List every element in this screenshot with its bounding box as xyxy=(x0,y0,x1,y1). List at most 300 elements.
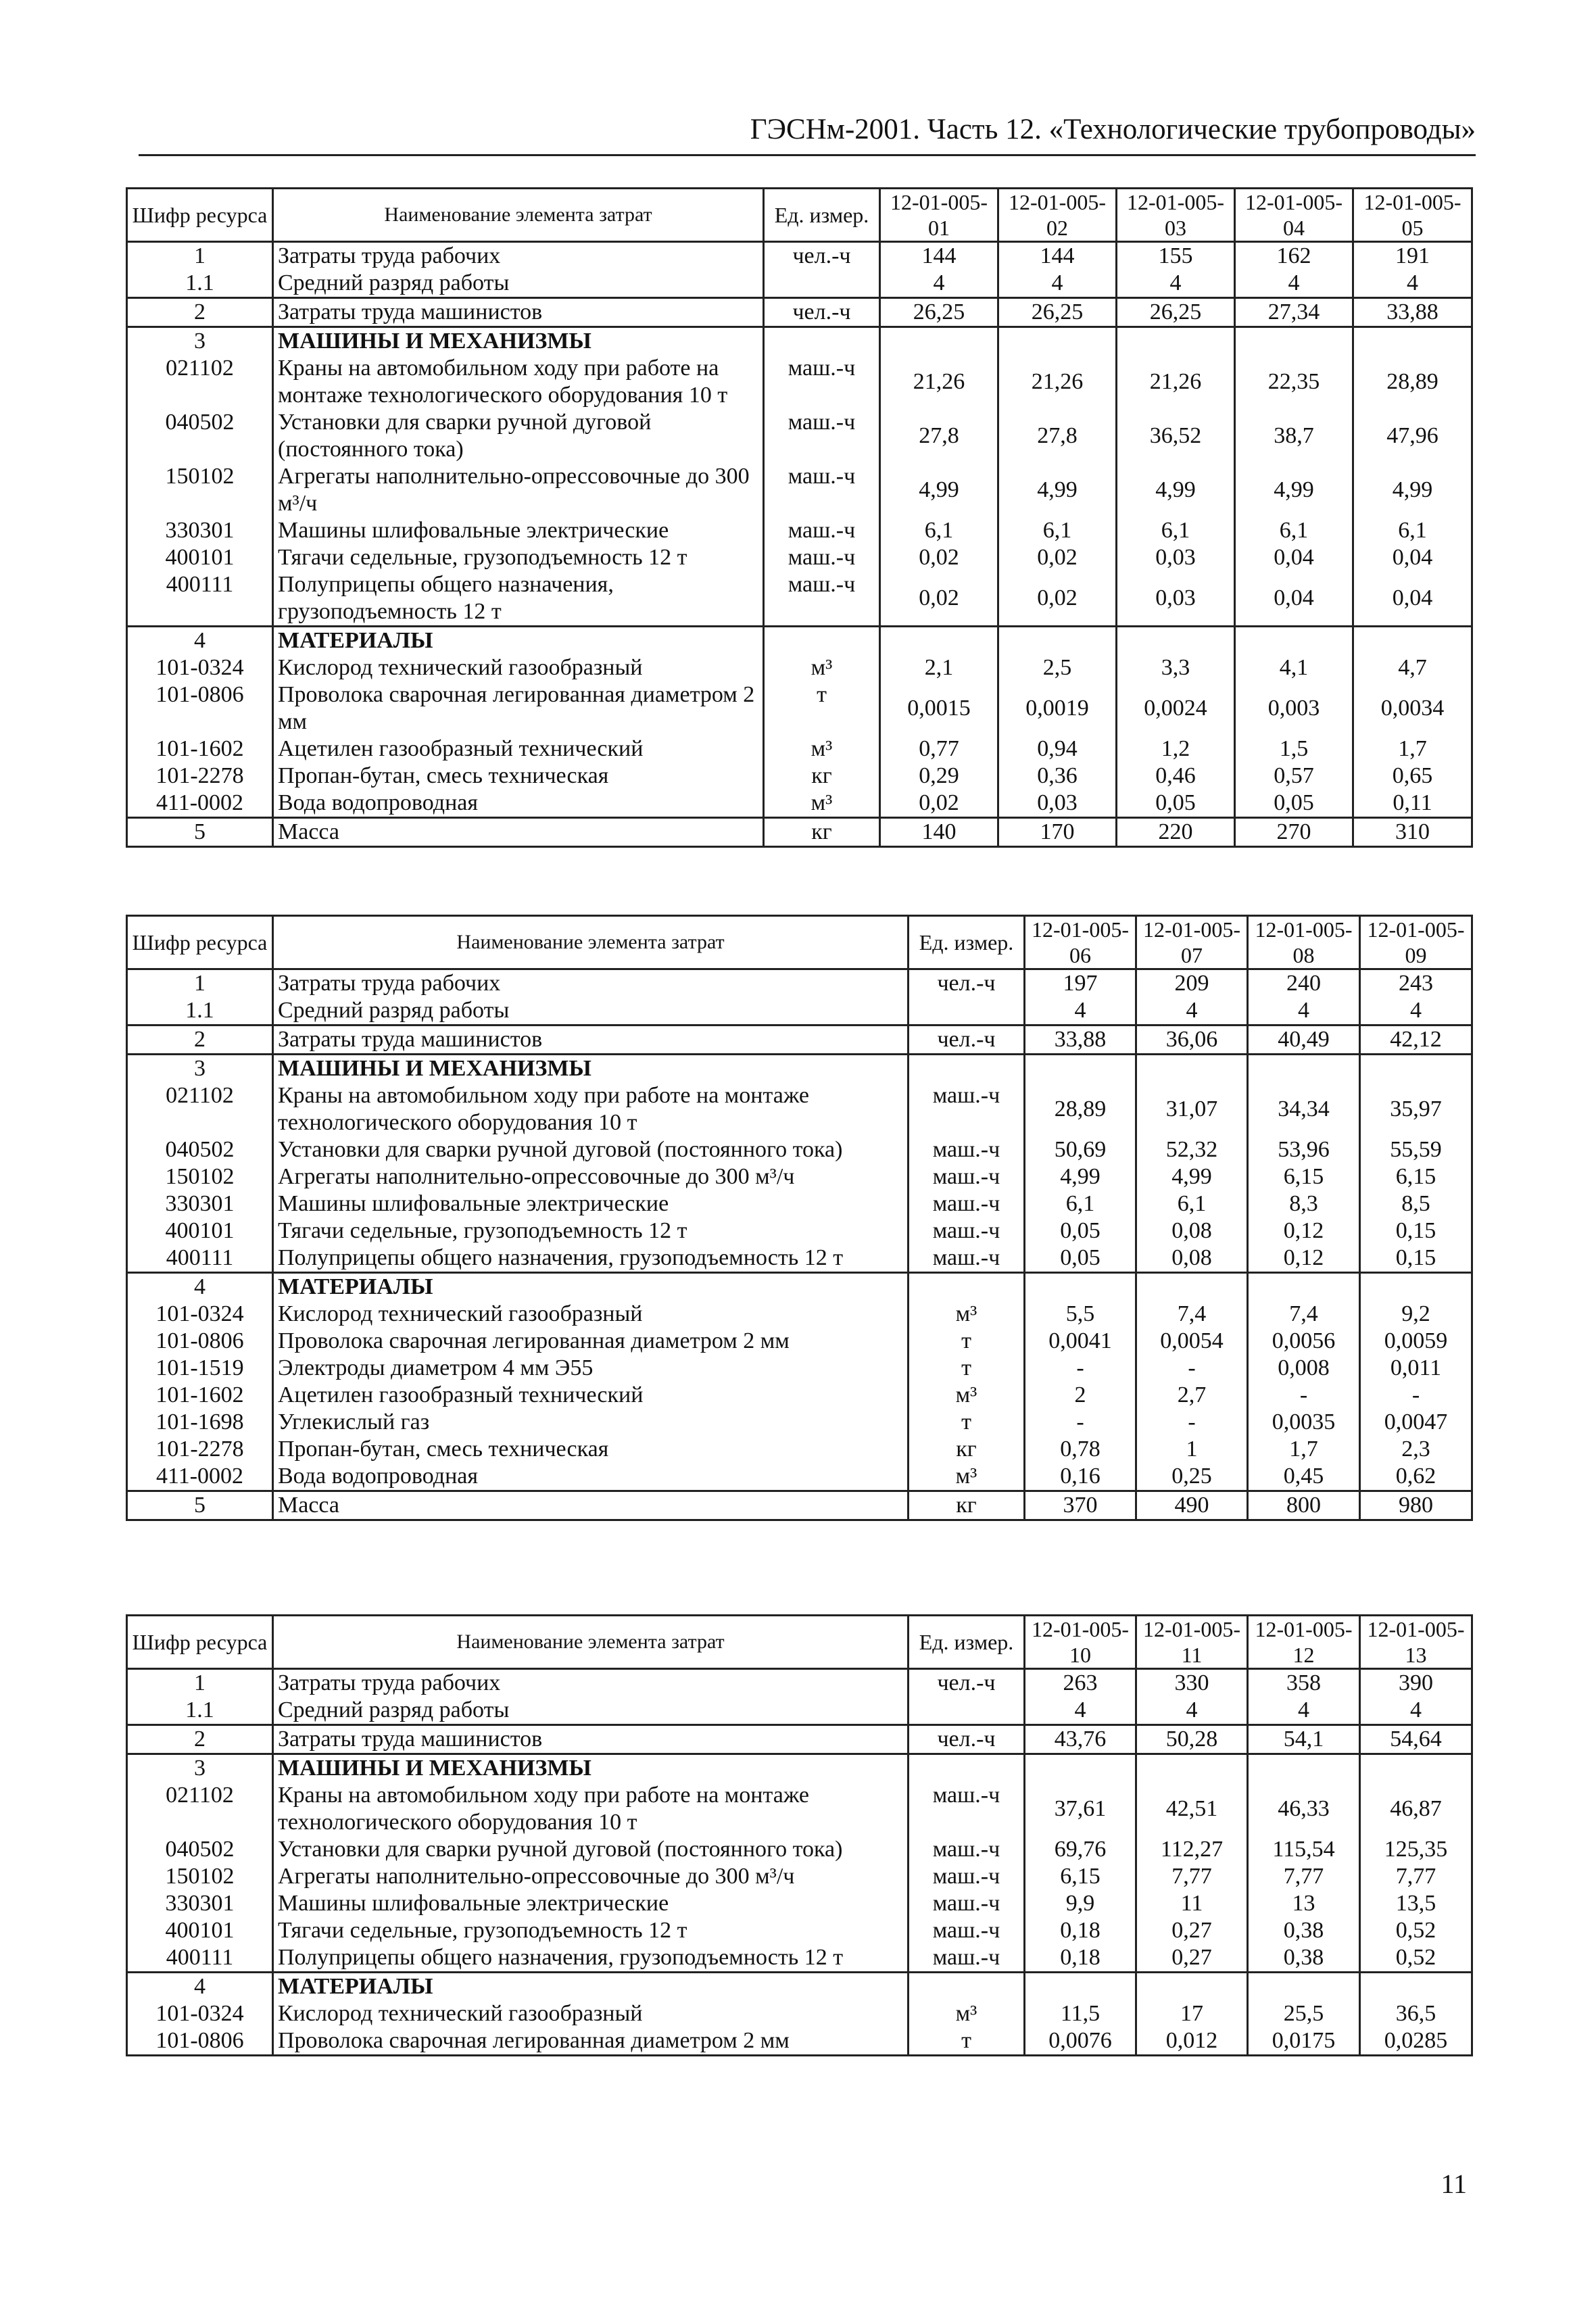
value-cell: 191 xyxy=(1353,242,1472,270)
header-norm-code: 12-01-005-11 xyxy=(1136,1616,1248,1669)
value-cell: 40,49 xyxy=(1248,1026,1360,1055)
resource-code: 330301 xyxy=(127,1190,273,1217)
value-cell: 0,52 xyxy=(1360,1944,1472,1973)
value-cell xyxy=(1136,1055,1248,1083)
header-norm-code: 12-01-005-08 xyxy=(1248,916,1360,969)
element-name: Средний разряд работы xyxy=(273,1697,909,1725)
element-name: Установки для сварки ручной дуговой (постоянного тока) xyxy=(273,1136,909,1163)
unit: маш.-ч xyxy=(764,409,880,463)
value-cell: 6,1 xyxy=(998,517,1117,544)
value-cell: 0,02 xyxy=(880,544,998,571)
value-cell xyxy=(1248,1055,1360,1083)
value-cell: 0,12 xyxy=(1248,1217,1360,1245)
table-row xyxy=(127,1944,1472,1973)
value-cell: 34,34 xyxy=(1248,1082,1360,1136)
value-cell: 28,89 xyxy=(1353,355,1472,409)
table-row xyxy=(127,1782,1472,1836)
value-cell: 209 xyxy=(1136,969,1248,998)
value-cell: 0,012 xyxy=(1136,2027,1248,2056)
unit: т xyxy=(909,1355,1025,1382)
resource-code: 400101 xyxy=(127,544,273,571)
page-number: 11 xyxy=(1441,2169,1467,2199)
unit: кг xyxy=(909,1491,1025,1520)
resource-code: 5 xyxy=(127,1491,273,1520)
value-cell: 4 xyxy=(1360,1697,1472,1725)
value-cell xyxy=(1353,627,1472,655)
value-cell: 46,87 xyxy=(1360,1782,1472,1836)
value-cell: 47,96 xyxy=(1353,409,1472,463)
value-cell: 144 xyxy=(880,242,998,270)
element-name: Тягачи седельные, грузоподъемность 12 т xyxy=(273,1217,909,1245)
value-cell: 0,008 xyxy=(1248,1355,1360,1382)
header-element-name: Наименование элемента затрат xyxy=(273,916,909,969)
table-row xyxy=(127,409,1472,463)
unit: маш.-ч xyxy=(909,1890,1025,1917)
value-cell: 140 xyxy=(880,818,998,847)
value-cell xyxy=(998,627,1117,655)
value-cell xyxy=(1235,627,1353,655)
unit: т xyxy=(909,1328,1025,1355)
value-cell: 0,52 xyxy=(1360,1917,1472,1944)
resource-code: 1 xyxy=(127,242,273,270)
value-cell: 7,4 xyxy=(1136,1301,1248,1328)
element-name: Тягачи седельные, грузоподъемность 12 т xyxy=(273,544,764,571)
table-row xyxy=(127,1491,1472,1520)
table-row xyxy=(127,1725,1472,1754)
resource-code: 101-1519 xyxy=(127,1355,273,1382)
unit: кг xyxy=(764,818,880,847)
table-row xyxy=(127,1382,1472,1409)
value-cell: 17 xyxy=(1136,2000,1248,2027)
header-norm-code: 12-01-005-09 xyxy=(1360,916,1472,969)
value-cell: 43,76 xyxy=(1025,1725,1136,1754)
value-cell: 4,99 xyxy=(1136,1163,1248,1190)
value-cell: 6,15 xyxy=(1248,1163,1360,1190)
resource-code: 150102 xyxy=(127,1163,273,1190)
table-row xyxy=(127,1301,1472,1328)
element-name: Затраты труда рабочих xyxy=(273,242,764,270)
value-cell: 4 xyxy=(1360,997,1472,1026)
header-norm-code: 12-01-005-12 xyxy=(1248,1616,1360,1669)
value-cell: 0,15 xyxy=(1360,1217,1472,1245)
value-cell: 4 xyxy=(880,270,998,298)
value-cell: 6,1 xyxy=(880,517,998,544)
resource-code: 2 xyxy=(127,1725,273,1754)
table-row xyxy=(127,681,1472,735)
value-cell: 0,0019 xyxy=(998,681,1117,735)
value-cell xyxy=(1025,1273,1136,1301)
value-cell: 263 xyxy=(1025,1669,1136,1697)
table-row xyxy=(127,270,1472,298)
table-row xyxy=(127,763,1472,790)
element-name: МАТЕРИАЛЫ xyxy=(273,1273,909,1301)
value-cell xyxy=(1117,327,1235,356)
element-name: Затраты труда машинистов xyxy=(273,298,764,327)
resource-code: 101-0806 xyxy=(127,1328,273,1355)
element-name: Кислород технический газообразный xyxy=(273,2000,909,2027)
unit: маш.-ч xyxy=(764,571,880,627)
value-cell: 21,26 xyxy=(998,355,1117,409)
unit: маш.-ч xyxy=(909,1136,1025,1163)
value-cell: 0,02 xyxy=(998,571,1117,627)
value-cell: - xyxy=(1136,1409,1248,1436)
element-name: Ацетилен газообразный технический xyxy=(273,735,764,763)
table-header-row xyxy=(127,1616,1472,1669)
value-cell: 0,04 xyxy=(1353,544,1472,571)
value-cell xyxy=(1353,327,1472,356)
header-resource-code: Шифр ресурса xyxy=(127,916,273,969)
table-header-row xyxy=(127,189,1472,242)
value-cell: 170 xyxy=(998,818,1117,847)
unit: м³ xyxy=(764,790,880,818)
table-row xyxy=(127,1754,1472,1783)
header-unit: Ед. измер. xyxy=(764,189,880,242)
value-cell: 155 xyxy=(1117,242,1235,270)
header-unit: Ед. измер. xyxy=(909,1616,1025,1669)
unit: чел.-ч xyxy=(909,1026,1025,1055)
element-name: Кислород технический газообразный xyxy=(273,654,764,681)
value-cell: 4 xyxy=(1117,270,1235,298)
resource-code: 1 xyxy=(127,1669,273,1697)
value-cell: 490 xyxy=(1136,1491,1248,1520)
value-cell: 0,18 xyxy=(1025,1917,1136,1944)
value-cell: 26,25 xyxy=(880,298,998,327)
table-row xyxy=(127,790,1472,818)
value-cell: 980 xyxy=(1360,1491,1472,1520)
value-cell: 53,96 xyxy=(1248,1136,1360,1163)
resource-code: 1.1 xyxy=(127,270,273,298)
value-cell: 4,7 xyxy=(1353,654,1472,681)
value-cell: 69,76 xyxy=(1025,1836,1136,1863)
value-cell: 370 xyxy=(1025,1491,1136,1520)
value-cell: 4,99 xyxy=(998,463,1117,517)
value-cell: 0,003 xyxy=(1235,681,1353,735)
value-cell: 0,0047 xyxy=(1360,1409,1472,1436)
resource-code: 101-2278 xyxy=(127,763,273,790)
value-cell: 11 xyxy=(1136,1890,1248,1917)
value-cell: 26,25 xyxy=(998,298,1117,327)
resource-code: 411-0002 xyxy=(127,790,273,818)
unit xyxy=(909,997,1025,1026)
header-norm-code: 12-01-005-04 xyxy=(1235,189,1353,242)
table-row xyxy=(127,1082,1472,1136)
element-name: Средний разряд работы xyxy=(273,270,764,298)
value-cell xyxy=(1360,1973,1472,2001)
resource-code: 021102 xyxy=(127,1082,273,1136)
element-name: Агрегаты наполнительно-опрессовочные до 300 м³/ч xyxy=(273,463,764,517)
value-cell: 13 xyxy=(1248,1890,1360,1917)
resource-code: 411-0002 xyxy=(127,1463,273,1491)
value-cell: 4,1 xyxy=(1235,654,1353,681)
resource-code: 3 xyxy=(127,327,273,356)
value-cell: 0,011 xyxy=(1360,1355,1472,1382)
value-cell: 52,32 xyxy=(1136,1136,1248,1163)
value-cell xyxy=(1136,1273,1248,1301)
value-cell: 21,26 xyxy=(880,355,998,409)
resource-code: 101-1602 xyxy=(127,1382,273,1409)
unit: м³ xyxy=(764,735,880,763)
resource-code: 040502 xyxy=(127,1136,273,1163)
value-cell: 240 xyxy=(1248,969,1360,998)
resource-code: 101-1698 xyxy=(127,1409,273,1436)
value-cell: 33,88 xyxy=(1025,1026,1136,1055)
value-cell: 33,88 xyxy=(1353,298,1472,327)
resource-code: 400111 xyxy=(127,1245,273,1273)
unit: маш.-ч xyxy=(909,1944,1025,1973)
value-cell: 4,99 xyxy=(1353,463,1472,517)
resource-code: 101-0806 xyxy=(127,2027,273,2056)
table-row xyxy=(127,1697,1472,1725)
value-cell: 4 xyxy=(1136,997,1248,1026)
value-cell: - xyxy=(1025,1409,1136,1436)
page-header xyxy=(139,110,1476,156)
value-cell: 2,7 xyxy=(1136,1382,1248,1409)
value-cell: - xyxy=(1136,1355,1248,1382)
element-name: Затраты труда машинистов xyxy=(273,1026,909,1055)
value-cell: 2,1 xyxy=(880,654,998,681)
value-cell: 6,1 xyxy=(1353,517,1472,544)
table-row xyxy=(127,1190,1472,1217)
element-name: Краны на автомобильном ходу при работе на монтаже технологического оборудования 10 т xyxy=(273,1782,909,1836)
resource-code: 330301 xyxy=(127,517,273,544)
value-cell: 35,97 xyxy=(1360,1082,1472,1136)
unit: кг xyxy=(764,763,880,790)
table-row xyxy=(127,969,1472,998)
element-name: Затраты труда рабочих xyxy=(273,1669,909,1697)
value-cell: 0,03 xyxy=(998,790,1117,818)
value-cell: 42,51 xyxy=(1136,1782,1248,1836)
resource-code: 040502 xyxy=(127,1836,273,1863)
unit: маш.-ч xyxy=(909,1245,1025,1273)
value-cell: 4 xyxy=(1235,270,1353,298)
resource-code: 4 xyxy=(127,1973,273,2001)
table-row xyxy=(127,355,1472,409)
element-name: Пропан-бутан, смесь техническая xyxy=(273,1436,909,1463)
resource-code: 021102 xyxy=(127,355,273,409)
value-cell: 358 xyxy=(1248,1669,1360,1697)
value-cell: 0,38 xyxy=(1248,1917,1360,1944)
table-row xyxy=(127,1328,1472,1355)
value-cell: 6,15 xyxy=(1025,1863,1136,1890)
header-norm-code: 12-01-005-03 xyxy=(1117,189,1235,242)
value-cell: 125,35 xyxy=(1360,1836,1472,1863)
unit xyxy=(909,1754,1025,1783)
table-row xyxy=(127,298,1472,327)
unit: т xyxy=(909,2027,1025,2056)
unit xyxy=(909,1973,1025,2001)
value-cell: 0,57 xyxy=(1235,763,1353,790)
value-cell: 50,28 xyxy=(1136,1725,1248,1754)
unit: м³ xyxy=(764,654,880,681)
table-row xyxy=(127,2027,1472,2056)
table-row xyxy=(127,1973,1472,2001)
header-element-name: Наименование элемента затрат xyxy=(273,189,764,242)
value-cell: 0,38 xyxy=(1248,1944,1360,1973)
value-cell: 46,33 xyxy=(1248,1782,1360,1836)
table-row xyxy=(127,1890,1472,1917)
unit: маш.-ч xyxy=(764,517,880,544)
value-cell: 37,61 xyxy=(1025,1782,1136,1836)
value-cell: 8,5 xyxy=(1360,1190,1472,1217)
element-name: Кислород технический газообразный xyxy=(273,1301,909,1328)
value-cell: 27,34 xyxy=(1235,298,1353,327)
value-cell: 0,65 xyxy=(1353,763,1472,790)
value-cell: 9,2 xyxy=(1360,1301,1472,1328)
element-name: Машины шлифовальные электрические xyxy=(273,1190,909,1217)
value-cell: 7,77 xyxy=(1248,1863,1360,1890)
value-cell xyxy=(1235,327,1353,356)
header-resource-code: Шифр ресурса xyxy=(127,1616,273,1669)
value-cell: - xyxy=(1025,1355,1136,1382)
value-cell: 330 xyxy=(1136,1669,1248,1697)
resource-code: 3 xyxy=(127,1055,273,1083)
value-cell: 1,7 xyxy=(1248,1436,1360,1463)
element-name: Вода водопроводная xyxy=(273,790,764,818)
value-cell: 0,04 xyxy=(1235,571,1353,627)
value-cell: 54,1 xyxy=(1248,1725,1360,1754)
unit: м³ xyxy=(909,1382,1025,1409)
resource-code: 1 xyxy=(127,969,273,998)
element-name: Затраты труда рабочих xyxy=(273,969,909,998)
header-norm-code: 12-01-005-06 xyxy=(1025,916,1136,969)
value-cell: 36,52 xyxy=(1117,409,1235,463)
unit: маш.-ч xyxy=(909,1190,1025,1217)
value-cell: 0,0035 xyxy=(1248,1409,1360,1436)
value-cell: 7,77 xyxy=(1136,1863,1248,1890)
unit: маш.-ч xyxy=(909,1082,1025,1136)
unit: м³ xyxy=(909,2000,1025,2027)
value-cell: 6,1 xyxy=(1136,1190,1248,1217)
value-cell: 0,0054 xyxy=(1136,1328,1248,1355)
header-norm-code: 12-01-005-07 xyxy=(1136,916,1248,969)
value-cell: 197 xyxy=(1025,969,1136,998)
unit: маш.-ч xyxy=(764,463,880,517)
table-row xyxy=(127,242,1472,270)
header-norm-code: 12-01-005-05 xyxy=(1353,189,1472,242)
value-cell: 27,8 xyxy=(880,409,998,463)
table-row xyxy=(127,1863,1472,1890)
value-cell xyxy=(1025,1754,1136,1783)
value-cell: 27,8 xyxy=(998,409,1117,463)
table-row xyxy=(127,1436,1472,1463)
value-cell: 0,94 xyxy=(998,735,1117,763)
value-cell: 4,99 xyxy=(1025,1163,1136,1190)
header-resource-code: Шифр ресурса xyxy=(127,189,273,242)
value-cell: 0,08 xyxy=(1136,1217,1248,1245)
element-name: Машины шлифовальные электрические xyxy=(273,517,764,544)
unit: чел.-ч xyxy=(909,1725,1025,1754)
table-row xyxy=(127,1055,1472,1083)
value-cell xyxy=(1025,1973,1136,2001)
value-cell xyxy=(880,327,998,356)
header-element-name: Наименование элемента затрат xyxy=(273,1616,909,1669)
value-cell: 144 xyxy=(998,242,1117,270)
value-cell xyxy=(1248,1754,1360,1783)
value-cell: 0,04 xyxy=(1353,571,1472,627)
table-row xyxy=(127,571,1472,627)
value-cell: 7,77 xyxy=(1360,1863,1472,1890)
resource-code: 4 xyxy=(127,627,273,655)
table-row xyxy=(127,1245,1472,1273)
resource-code: 2 xyxy=(127,1026,273,1055)
value-cell: 4 xyxy=(1353,270,1472,298)
value-cell: 0,0041 xyxy=(1025,1328,1136,1355)
value-cell: 50,69 xyxy=(1025,1136,1136,1163)
value-cell xyxy=(1025,1055,1136,1083)
value-cell: 0,0175 xyxy=(1248,2027,1360,2056)
value-cell: 0,0076 xyxy=(1025,2027,1136,2056)
element-name: Масса xyxy=(273,1491,909,1520)
value-cell xyxy=(1117,627,1235,655)
value-cell: 28,89 xyxy=(1025,1082,1136,1136)
element-name: Агрегаты наполнительно-опрессовочные до 300 м³/ч xyxy=(273,1163,909,1190)
header-norm-code: 12-01-005-10 xyxy=(1025,1616,1136,1669)
value-cell: 2 xyxy=(1025,1382,1136,1409)
element-name: Полуприцепы общего назначения, грузоподъемность 12 т xyxy=(273,1944,909,1973)
value-cell: 0,18 xyxy=(1025,1944,1136,1973)
element-name: Тягачи седельные, грузоподъемность 12 т xyxy=(273,1917,909,1944)
element-name: Масса xyxy=(273,818,764,847)
value-cell: 0,05 xyxy=(1235,790,1353,818)
cost-table-3 xyxy=(126,1614,1473,2056)
resource-code: 400111 xyxy=(127,1944,273,1973)
value-cell: 1,7 xyxy=(1353,735,1472,763)
value-cell xyxy=(1360,1055,1472,1083)
value-cell xyxy=(1360,1273,1472,1301)
unit xyxy=(909,1697,1025,1725)
value-cell: 4 xyxy=(1025,997,1136,1026)
header-norm-code: 12-01-005-02 xyxy=(998,189,1117,242)
value-cell: 0,27 xyxy=(1136,1917,1248,1944)
resource-code: 1.1 xyxy=(127,997,273,1026)
value-cell: 0,11 xyxy=(1353,790,1472,818)
value-cell: 310 xyxy=(1353,818,1472,847)
value-cell: 0,62 xyxy=(1360,1463,1472,1491)
value-cell: 0,0015 xyxy=(880,681,998,735)
value-cell: 36,06 xyxy=(1136,1026,1248,1055)
value-cell: 4,99 xyxy=(880,463,998,517)
value-cell: 3,3 xyxy=(1117,654,1235,681)
value-cell: 0,04 xyxy=(1235,544,1353,571)
value-cell: 0,45 xyxy=(1248,1463,1360,1491)
unit: чел.-ч xyxy=(909,969,1025,998)
unit: маш.-ч xyxy=(909,1836,1025,1863)
unit: чел.-ч xyxy=(764,298,880,327)
unit: т xyxy=(764,681,880,735)
element-name: Вода водопроводная xyxy=(273,1463,909,1491)
value-cell: 4 xyxy=(1025,1697,1136,1725)
value-cell: 0,03 xyxy=(1117,544,1235,571)
element-name: Установки для сварки ручной дуговой (постоянного тока) xyxy=(273,409,764,463)
value-cell: 115,54 xyxy=(1248,1836,1360,1863)
value-cell: 270 xyxy=(1235,818,1353,847)
value-cell: 9,9 xyxy=(1025,1890,1136,1917)
value-cell xyxy=(1248,1273,1360,1301)
resource-code: 400111 xyxy=(127,571,273,627)
resource-code: 1.1 xyxy=(127,1697,273,1725)
value-cell: 4 xyxy=(1248,1697,1360,1725)
value-cell: 31,07 xyxy=(1136,1082,1248,1136)
value-cell xyxy=(1360,1754,1472,1783)
element-name: Проволока сварочная легированная диаметром 2 мм xyxy=(273,1328,909,1355)
table-row xyxy=(127,1409,1472,1436)
value-cell: 4,99 xyxy=(1235,463,1353,517)
unit: м³ xyxy=(909,1463,1025,1491)
element-name: Затраты труда машинистов xyxy=(273,1725,909,1754)
unit: маш.-ч xyxy=(909,1917,1025,1944)
value-cell: 0,0285 xyxy=(1360,2027,1472,2056)
value-cell: 4,99 xyxy=(1117,463,1235,517)
